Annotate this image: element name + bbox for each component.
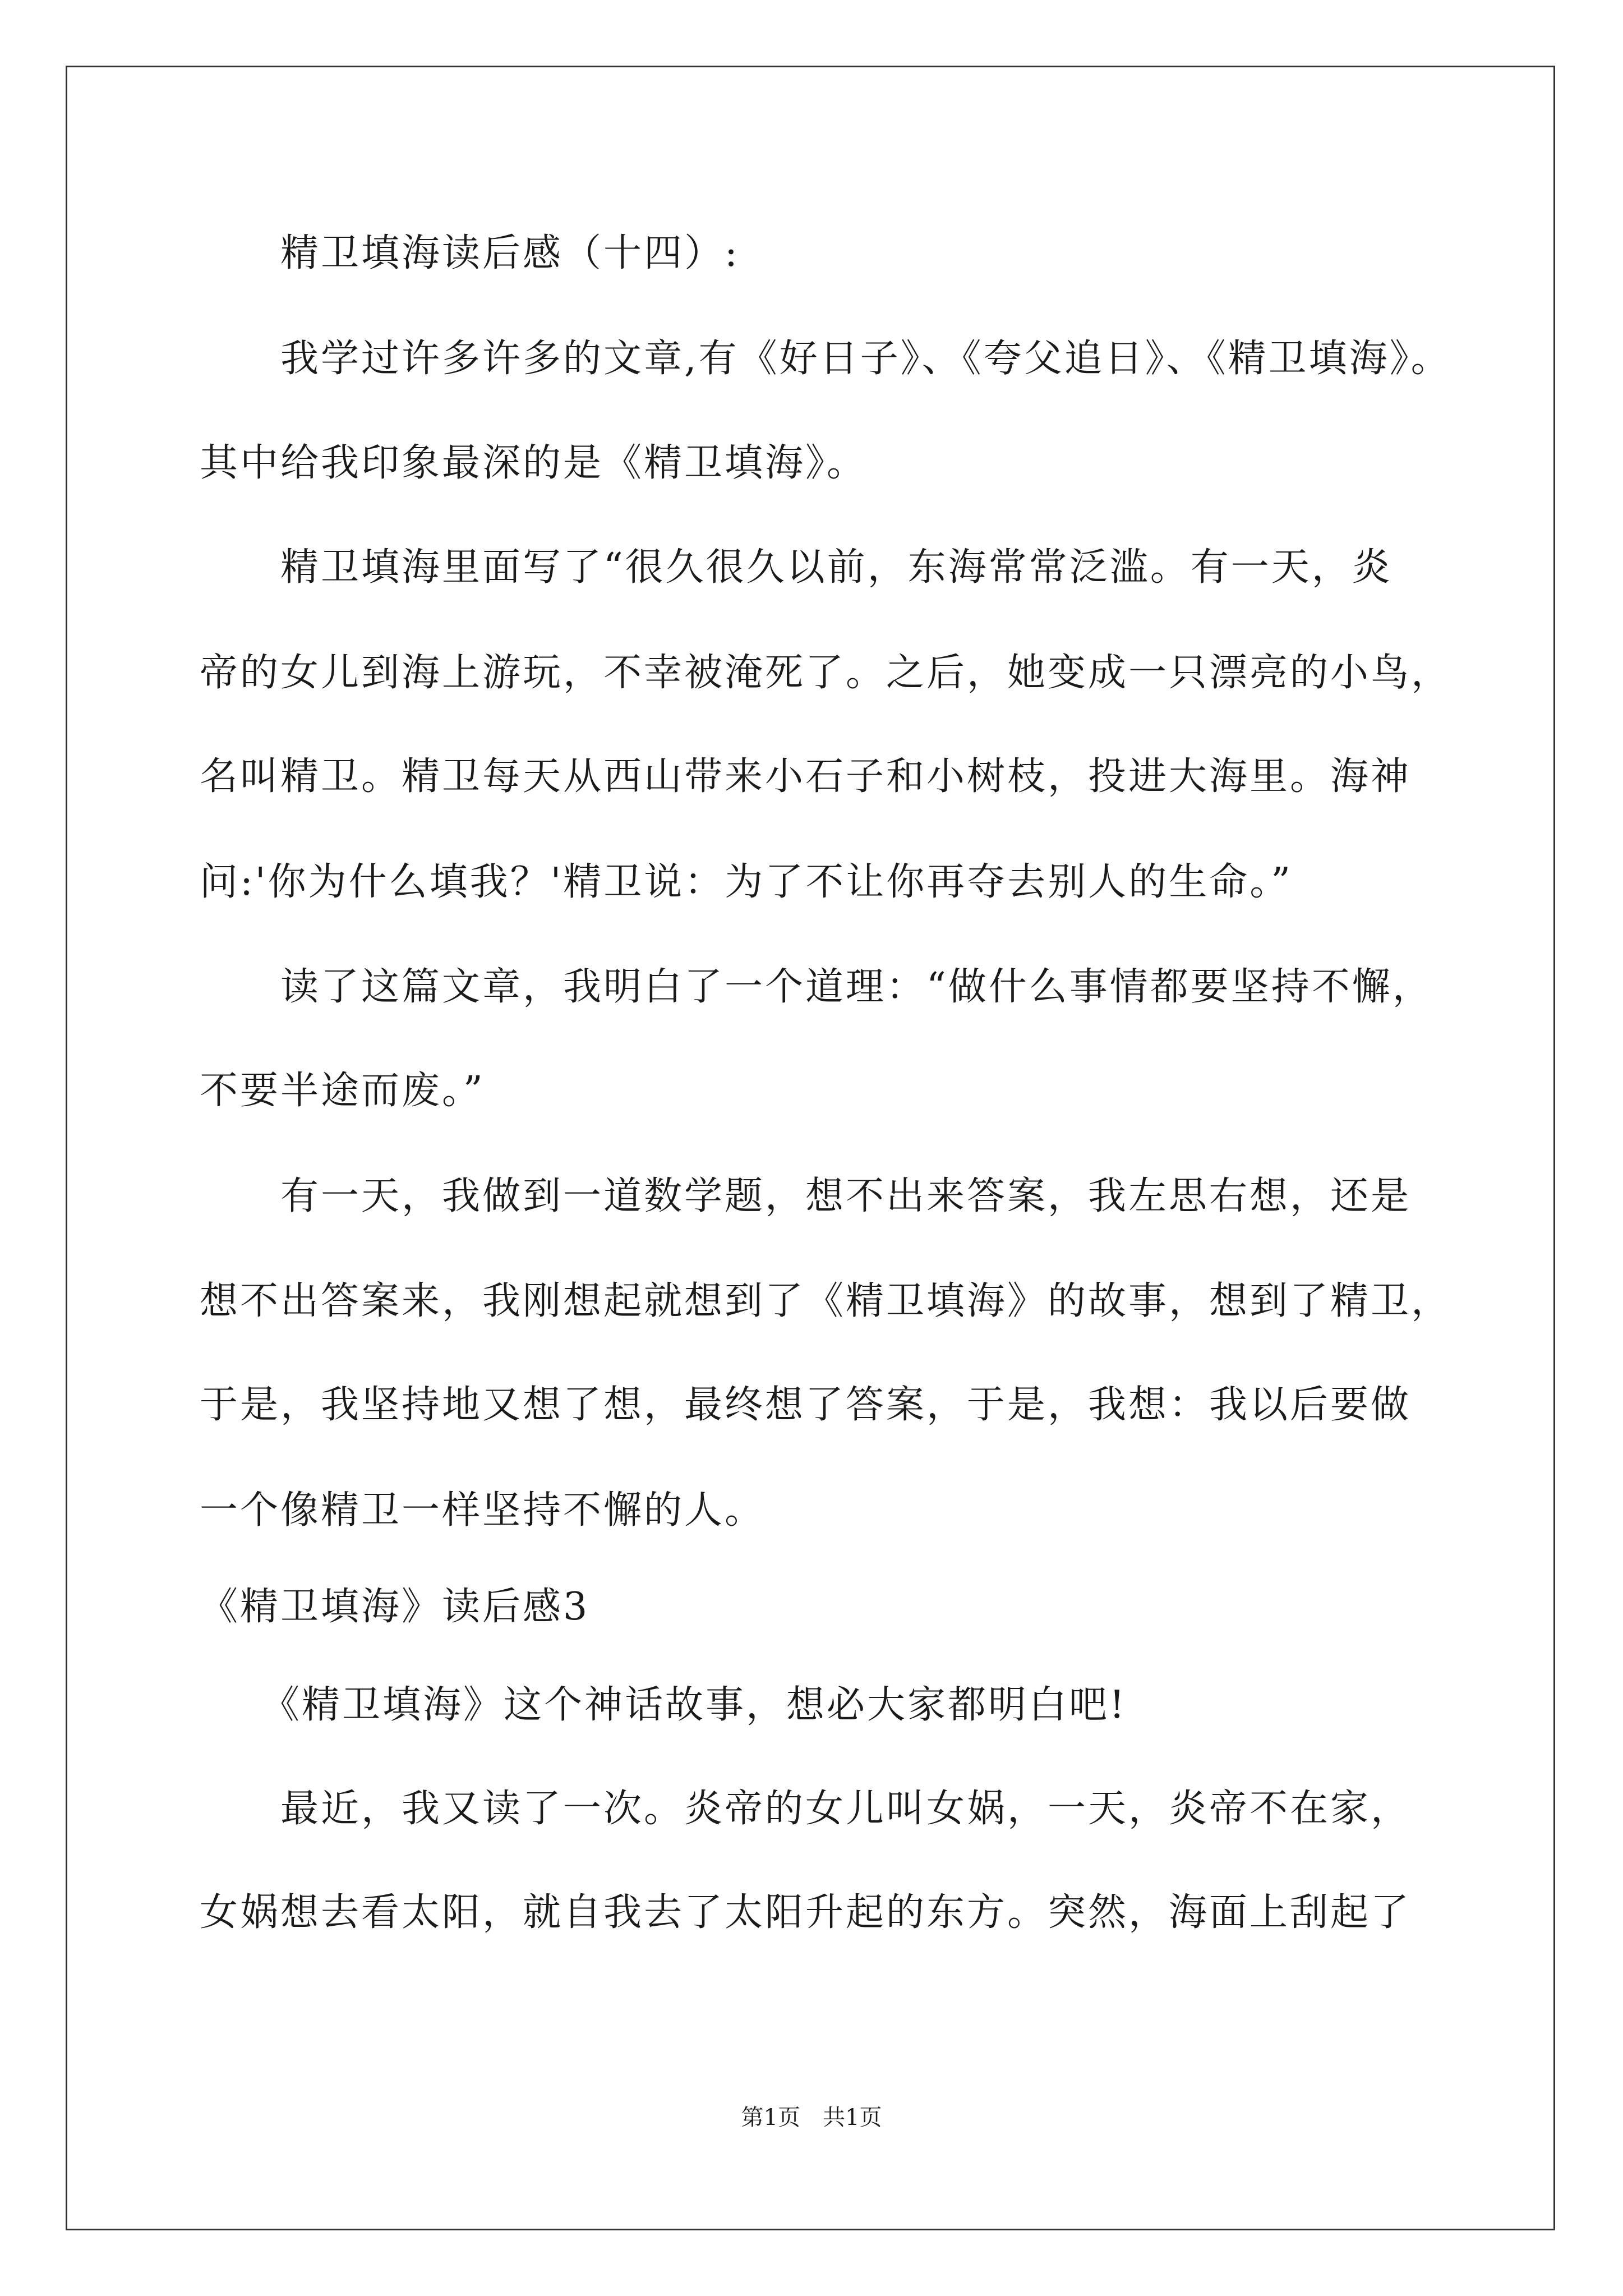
paragraph-line: 最近，我又读了一次。炎帝的女儿叫女娲，一天，炎帝不在家， <box>200 1787 1412 1831</box>
section-heading: 《精卫填海》读后感3 <box>200 1585 590 1629</box>
paragraph-line: 帝的女儿到海上游玩，不幸被淹死了。之后，她变成一只漂亮的小鸟， <box>200 651 1452 695</box>
paragraph-line: 读了这篇文章，我明白了一个道理：“做什么事情都要坚持不懈， <box>200 965 1433 1009</box>
paragraph-line: 一个像精卫一样坚持不懈的人。 <box>200 1488 766 1533</box>
paragraph-line: 于是，我坚持地又想了想，最终想了答案，于是，我想：我以后要做 <box>200 1383 1412 1427</box>
paragraph-line: 《精卫填海》这个神话故事，想必大家都明白吧! <box>200 1683 1127 1727</box>
paragraph-line: 我学过许多许多的文章,有《好日子》、《夸父追日》、《精卫填海》。 <box>200 337 1451 381</box>
page-footer: 第1页 共1页 <box>741 2105 882 2131</box>
paragraph-line: 其中给我印象最深的是《精卫填海》。 <box>200 441 868 485</box>
paragraph-line: 不要半途而废。” <box>200 1069 485 1113</box>
paragraph-line: 问:'你为什么填我？'精卫说：为了不让你再夺去别人的生命。” <box>200 860 1293 904</box>
paragraph-line: 有一天，我做到一道数学题，想不出来答案，我左思右想，还是 <box>200 1174 1412 1218</box>
paragraph-line: 想不出答案来，我刚想起就想到了《精卫填海》的故事，想到了精卫， <box>200 1279 1452 1323</box>
paragraph-line: 精卫填海读后感（十四）: <box>200 231 740 275</box>
paragraph-line: 女娲想去看太阳，就自我去了太阳升起的东方。突然，海面上刮起了 <box>200 1890 1412 1935</box>
paragraph-line: 精卫填海里面写了“很久很久以前，东海常常泛滥。有一天，炎 <box>200 545 1393 590</box>
paragraph-line: 名叫精卫。精卫每天从西山带来小石子和小树枝，投进大海里。海神 <box>200 754 1412 799</box>
